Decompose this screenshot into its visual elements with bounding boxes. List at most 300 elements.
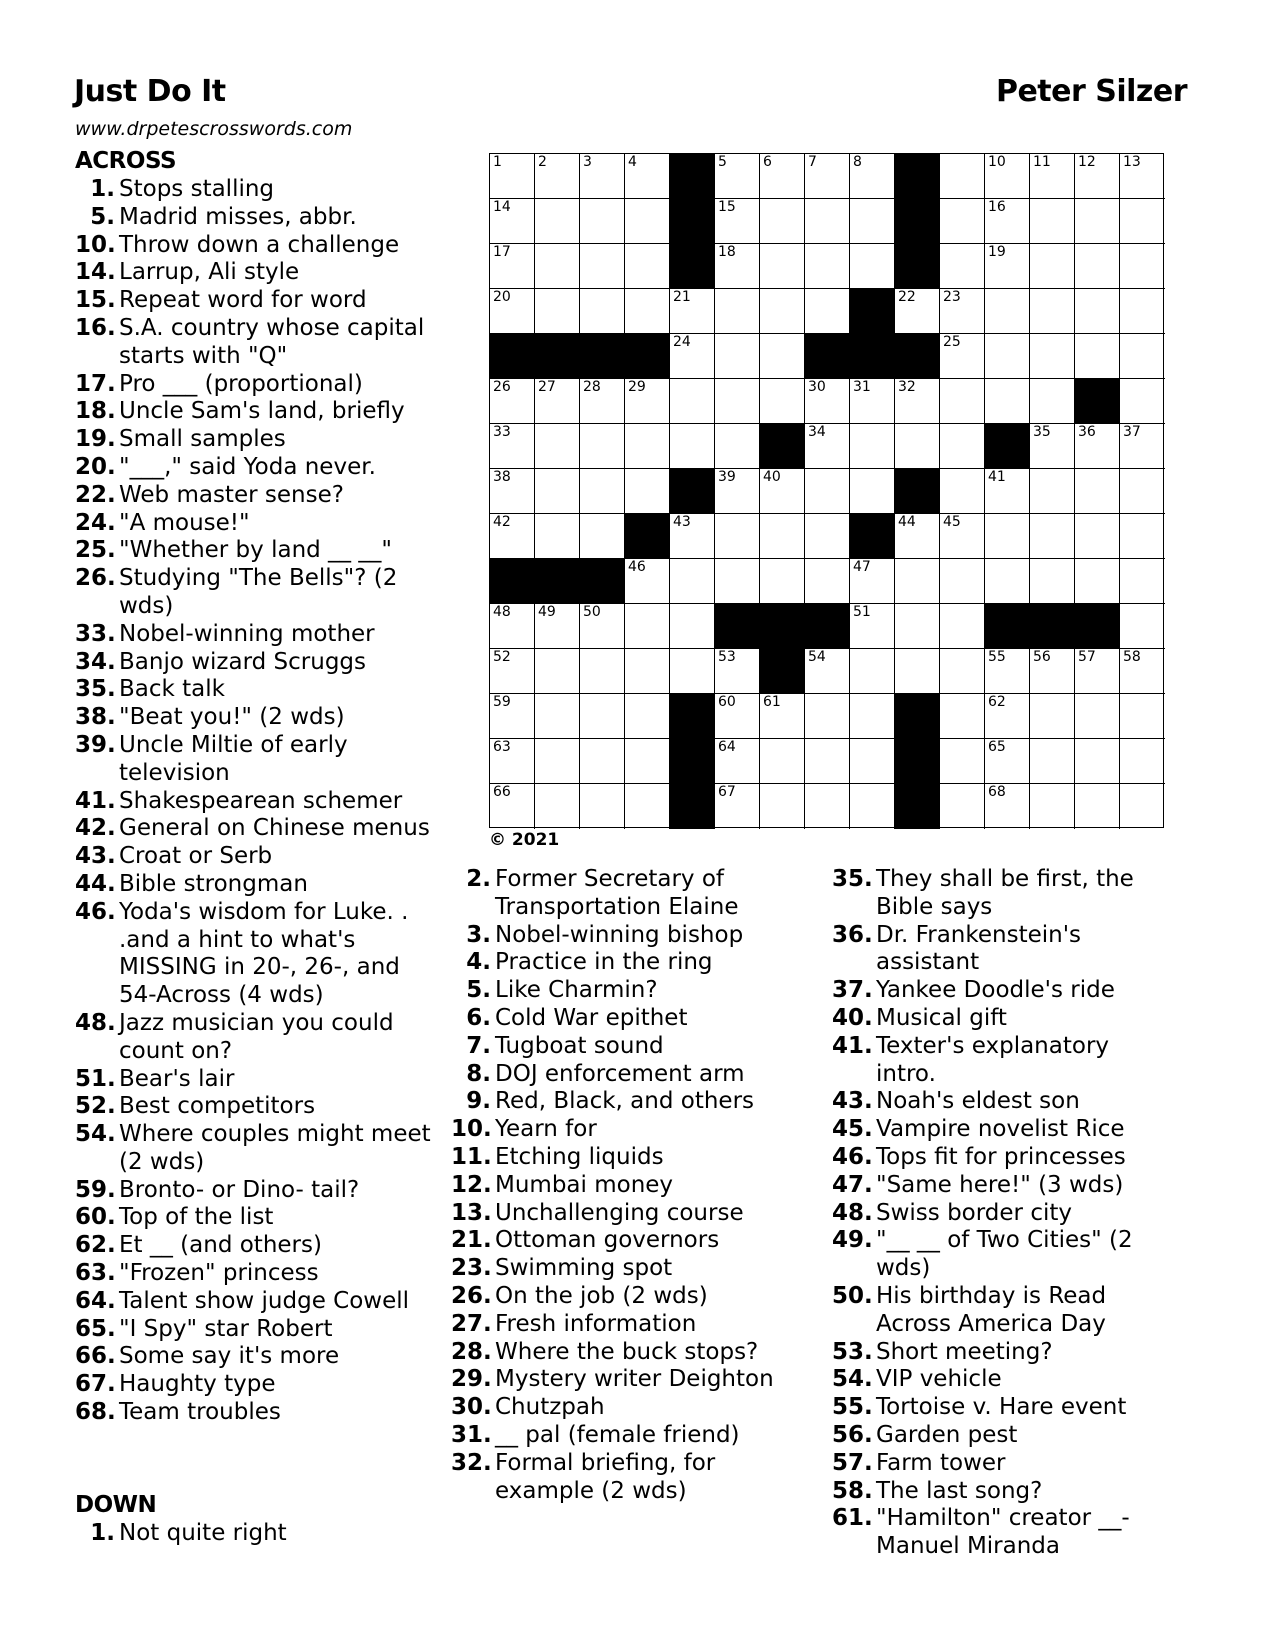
clue-text: On the job (2 wds) — [495, 1282, 708, 1309]
clue-item[interactable] — [75, 1010, 435, 1066]
grid-cell[interactable] — [1030, 244, 1075, 289]
grid-cell[interactable] — [850, 739, 895, 784]
clue-item[interactable] — [75, 1121, 435, 1177]
grid-cell[interactable] — [1030, 334, 1075, 379]
grid-cell[interactable] — [1120, 244, 1165, 289]
grid-cell[interactable] — [895, 424, 940, 469]
grid-cell[interactable] — [1075, 244, 1120, 289]
clue-item[interactable] — [832, 1394, 1172, 1422]
clue-item[interactable] — [832, 1200, 1172, 1228]
clue-item[interactable] — [75, 676, 435, 704]
clue-item[interactable] — [832, 1339, 1172, 1367]
clue-item[interactable] — [75, 704, 435, 732]
grid-cell[interactable] — [1030, 559, 1075, 604]
grid-cell[interactable] — [490, 784, 535, 829]
grid-cell[interactable] — [940, 469, 985, 514]
grid-cell[interactable] — [670, 559, 715, 604]
grid-cell[interactable] — [535, 784, 580, 829]
grid-cell[interactable] — [1075, 559, 1120, 604]
clue-item[interactable] — [451, 1339, 791, 1367]
grid-cell[interactable] — [1075, 469, 1120, 514]
grid-cell[interactable] — [760, 154, 805, 199]
grid-cell[interactable] — [1120, 199, 1165, 244]
clue-item[interactable] — [75, 1177, 435, 1205]
grid-cell[interactable] — [670, 514, 715, 559]
grid-cell[interactable] — [715, 784, 760, 829]
grid-cell[interactable] — [760, 739, 805, 784]
clue-item[interactable] — [832, 1450, 1172, 1478]
grid-cell[interactable] — [760, 694, 805, 739]
grid-cell[interactable] — [625, 154, 670, 199]
clue-item[interactable] — [451, 1450, 791, 1506]
grid-cell[interactable] — [760, 514, 805, 559]
grid-cell[interactable] — [985, 199, 1030, 244]
grid-cell[interactable] — [490, 379, 535, 424]
grid-cell[interactable] — [1120, 694, 1165, 739]
clue-item[interactable] — [451, 1116, 791, 1144]
grid-cell[interactable] — [580, 244, 625, 289]
grid-cell[interactable] — [670, 289, 715, 334]
grid-cell[interactable] — [850, 424, 895, 469]
grid-cell[interactable] — [715, 154, 760, 199]
cell-number: 6 — [763, 154, 772, 170]
clue-item[interactable] — [75, 815, 435, 843]
grid-cell[interactable] — [1075, 649, 1120, 694]
clue-text: Like Charmin? — [495, 977, 658, 1004]
clue-item[interactable] — [75, 1520, 435, 1548]
clue-item[interactable] — [75, 1093, 435, 1121]
grid-cell[interactable] — [805, 784, 850, 829]
grid-cell[interactable] — [1030, 469, 1075, 514]
clue-item[interactable] — [75, 176, 435, 204]
grid-cell[interactable] — [1030, 649, 1075, 694]
clue-item[interactable] — [75, 426, 435, 454]
grid-cell[interactable] — [1120, 424, 1165, 469]
grid-cell[interactable] — [580, 289, 625, 334]
clue-item[interactable] — [75, 482, 435, 510]
grid-cell[interactable] — [535, 739, 580, 784]
clue-item[interactable] — [451, 866, 791, 922]
clue-item[interactable] — [75, 537, 435, 565]
grid-cell[interactable] — [940, 334, 985, 379]
grid-cell[interactable] — [490, 154, 535, 199]
grid-cell[interactable] — [850, 604, 895, 649]
clue-item[interactable] — [75, 899, 435, 1010]
grid-cell[interactable] — [1075, 289, 1120, 334]
clue-item[interactable] — [75, 1260, 435, 1288]
grid-cell[interactable] — [580, 154, 625, 199]
grid-cell[interactable] — [580, 514, 625, 559]
grid-cell[interactable] — [625, 199, 670, 244]
clue-item[interactable] — [451, 1005, 791, 1033]
grid-cell[interactable] — [985, 649, 1030, 694]
clue-item[interactable] — [832, 1478, 1172, 1506]
clue-item[interactable] — [832, 1033, 1172, 1089]
clue-item[interactable] — [75, 843, 435, 871]
clue-number: 53. — [832, 1338, 873, 1365]
grid-cell[interactable] — [940, 154, 985, 199]
grid-cell[interactable] — [985, 244, 1030, 289]
clue-text: Mystery writer Deighton — [495, 1366, 774, 1393]
black-square — [850, 514, 895, 559]
grid-cell[interactable] — [535, 469, 580, 514]
cell-number: 59 — [493, 694, 511, 710]
clue-item[interactable] — [75, 232, 435, 260]
black-square — [895, 784, 940, 829]
clue-item[interactable] — [75, 1288, 435, 1316]
grid-cell[interactable] — [580, 379, 625, 424]
grid-cell[interactable] — [625, 739, 670, 784]
clue-item[interactable] — [832, 866, 1172, 922]
grid-cell[interactable] — [1030, 199, 1075, 244]
clue-item[interactable] — [75, 788, 435, 816]
grid-cell[interactable] — [985, 559, 1030, 604]
grid-cell[interactable] — [940, 514, 985, 559]
grid-cell[interactable] — [1075, 424, 1120, 469]
clue-item[interactable] — [832, 1422, 1172, 1450]
grid-cell[interactable] — [940, 694, 985, 739]
grid-cell[interactable] — [1030, 424, 1075, 469]
clue-item[interactable] — [451, 1311, 791, 1339]
grid-cell[interactable] — [490, 289, 535, 334]
grid-cell[interactable] — [535, 424, 580, 469]
grid-cell[interactable] — [1120, 289, 1165, 334]
grid-cell[interactable] — [1030, 784, 1075, 829]
clue-number: 21. — [451, 1227, 492, 1254]
grid-cell[interactable] — [580, 604, 625, 649]
grid-cell[interactable] — [760, 334, 805, 379]
grid-cell[interactable] — [760, 784, 805, 829]
grid-cell[interactable] — [1030, 514, 1075, 559]
grid-cell[interactable] — [850, 784, 895, 829]
cell-number: 24 — [673, 334, 691, 350]
clue-number: 5. — [466, 977, 491, 1004]
clue-item[interactable] — [451, 1200, 791, 1228]
grid-cell[interactable] — [805, 514, 850, 559]
clue-item[interactable] — [75, 565, 435, 621]
clue-item[interactable] — [75, 510, 435, 538]
grid-cell[interactable] — [760, 559, 805, 604]
clue-item[interactable] — [75, 259, 435, 287]
grid-cell[interactable] — [1075, 739, 1120, 784]
grid-cell[interactable] — [985, 784, 1030, 829]
grid-cell[interactable] — [760, 379, 805, 424]
grid-cell[interactable] — [715, 199, 760, 244]
grid-cell[interactable] — [1030, 739, 1075, 784]
grid-cell[interactable] — [805, 289, 850, 334]
grid-cell[interactable] — [580, 424, 625, 469]
clue-item[interactable] — [75, 1399, 435, 1427]
clue-item[interactable] — [75, 204, 435, 232]
grid-cell[interactable] — [625, 244, 670, 289]
clue-item[interactable] — [75, 1232, 435, 1260]
grid-cell[interactable] — [850, 694, 895, 739]
grid-cell[interactable] — [625, 289, 670, 334]
grid-cell[interactable] — [805, 379, 850, 424]
grid-cell[interactable] — [625, 379, 670, 424]
grid-cell[interactable] — [1030, 379, 1075, 424]
grid-cell[interactable] — [535, 154, 580, 199]
grid-cell[interactable] — [715, 244, 760, 289]
grid-cell[interactable] — [1120, 334, 1165, 379]
grid-cell[interactable] — [985, 154, 1030, 199]
black-square — [760, 604, 805, 649]
grid-cell[interactable] — [760, 244, 805, 289]
cell-number: 45 — [943, 514, 961, 530]
grid-cell[interactable] — [1120, 649, 1165, 694]
grid-cell[interactable] — [580, 739, 625, 784]
clue-item[interactable] — [832, 977, 1172, 1005]
black-square — [670, 694, 715, 739]
grid-cell[interactable] — [1075, 514, 1120, 559]
grid-cell[interactable] — [1075, 199, 1120, 244]
clue-text: Some say it's more — [119, 1343, 340, 1370]
grid-cell[interactable] — [985, 289, 1030, 334]
grid-cell[interactable] — [535, 604, 580, 649]
grid-cell[interactable] — [535, 694, 580, 739]
grid-cell[interactable] — [1075, 154, 1120, 199]
grid-cell[interactable] — [805, 154, 850, 199]
clue-item[interactable] — [451, 1088, 791, 1116]
grid-cell[interactable] — [895, 379, 940, 424]
grid-cell[interactable] — [625, 694, 670, 739]
grid-cell[interactable] — [490, 199, 535, 244]
grid-cell[interactable] — [940, 739, 985, 784]
clue-item[interactable] — [451, 1283, 791, 1311]
grid-cell[interactable] — [760, 469, 805, 514]
grid-cell[interactable] — [805, 469, 850, 514]
grid-cell[interactable] — [535, 379, 580, 424]
grid-cell[interactable] — [895, 604, 940, 649]
clue-item[interactable] — [451, 1422, 791, 1450]
grid-cell[interactable] — [670, 334, 715, 379]
grid-cell[interactable] — [1030, 154, 1075, 199]
grid-cell[interactable] — [490, 244, 535, 289]
grid-cell[interactable] — [490, 739, 535, 784]
cell-number: 62 — [988, 694, 1006, 710]
grid-cell[interactable] — [1120, 559, 1165, 604]
grid-cell[interactable] — [985, 334, 1030, 379]
grid-cell[interactable] — [715, 424, 760, 469]
clue-item[interactable] — [451, 1227, 791, 1255]
cell-number: 5 — [718, 154, 727, 170]
grid-cell[interactable] — [850, 559, 895, 604]
clue-number: 64. — [75, 1287, 116, 1314]
grid-cell[interactable] — [895, 289, 940, 334]
clue-item[interactable] — [75, 398, 435, 426]
grid-cell[interactable] — [985, 469, 1030, 514]
grid-cell[interactable] — [940, 604, 985, 649]
clue-item[interactable] — [75, 1204, 435, 1232]
clue-item[interactable] — [451, 977, 791, 1005]
grid-cell[interactable] — [715, 559, 760, 604]
grid-cell[interactable] — [490, 694, 535, 739]
clue-item[interactable] — [75, 1343, 435, 1371]
clue-item[interactable] — [451, 1172, 791, 1200]
clue-text: Not quite right — [119, 1520, 287, 1546]
grid-cell[interactable] — [715, 739, 760, 784]
grid-cell[interactable] — [1075, 334, 1120, 379]
clue-item[interactable] — [75, 1371, 435, 1399]
clue-item[interactable] — [75, 371, 435, 399]
clue-item[interactable] — [832, 1005, 1172, 1033]
grid-cell[interactable] — [940, 424, 985, 469]
grid-cell[interactable] — [1075, 694, 1120, 739]
grid-cell[interactable] — [490, 424, 535, 469]
grid-cell[interactable] — [490, 649, 535, 694]
clue-item[interactable] — [75, 454, 435, 482]
grid-cell[interactable] — [490, 469, 535, 514]
grid-cell[interactable] — [1120, 379, 1165, 424]
clue-item[interactable] — [451, 1366, 791, 1394]
grid-cell[interactable] — [535, 244, 580, 289]
grid-cell[interactable] — [940, 784, 985, 829]
clue-number: 60. — [75, 1204, 116, 1231]
grid-cell[interactable] — [670, 649, 715, 694]
grid-cell[interactable] — [625, 649, 670, 694]
grid-cell[interactable] — [805, 244, 850, 289]
cell-number: 53 — [718, 649, 736, 665]
clue-item[interactable] — [832, 1144, 1172, 1172]
grid-cell[interactable] — [625, 424, 670, 469]
clue-item[interactable] — [451, 1033, 791, 1061]
grid-cell[interactable] — [1120, 469, 1165, 514]
clue-text: Pro ___ (proportional) — [119, 370, 363, 397]
clue-number: 13. — [451, 1199, 492, 1226]
grid-cell[interactable] — [985, 514, 1030, 559]
clue-item[interactable] — [832, 1283, 1172, 1339]
grid-cell[interactable] — [850, 199, 895, 244]
clue-item[interactable] — [832, 1505, 1172, 1561]
grid-cell[interactable] — [670, 424, 715, 469]
grid-cell[interactable] — [580, 694, 625, 739]
grid-cell[interactable] — [850, 244, 895, 289]
grid-cell[interactable] — [985, 739, 1030, 784]
black-square — [1075, 604, 1120, 649]
grid-cell[interactable] — [1120, 604, 1165, 649]
grid-cell[interactable] — [940, 199, 985, 244]
clue-item[interactable] — [451, 1255, 791, 1283]
grid-cell[interactable] — [760, 199, 805, 244]
grid-cell[interactable] — [940, 649, 985, 694]
grid-cell[interactable] — [625, 469, 670, 514]
clue-item[interactable] — [75, 621, 435, 649]
grid-cell[interactable] — [535, 199, 580, 244]
clue-item[interactable] — [832, 1366, 1172, 1394]
clue-number: 20. — [75, 453, 116, 480]
clue-item[interactable] — [75, 732, 435, 788]
grid-cell[interactable] — [1120, 514, 1165, 559]
grid-cell[interactable] — [715, 649, 760, 694]
grid-cell[interactable] — [940, 244, 985, 289]
grid-cell[interactable] — [715, 289, 760, 334]
down-heading: DOWN — [75, 1492, 157, 1518]
grid-cell[interactable] — [715, 469, 760, 514]
grid-cell[interactable] — [895, 649, 940, 694]
grid-cell[interactable] — [940, 289, 985, 334]
clue-item[interactable] — [75, 871, 435, 899]
grid-cell[interactable] — [805, 649, 850, 694]
grid-cell[interactable] — [940, 379, 985, 424]
clue-item[interactable] — [451, 1144, 791, 1172]
clue-item[interactable] — [451, 949, 791, 977]
clue-number: 37. — [832, 977, 873, 1004]
clue-item[interactable] — [75, 1066, 435, 1094]
grid-cell[interactable] — [490, 604, 535, 649]
grid-cell[interactable] — [850, 469, 895, 514]
clue-item[interactable] — [75, 649, 435, 677]
grid-cell[interactable] — [580, 469, 625, 514]
cell-number: 8 — [853, 154, 862, 170]
clue-item[interactable] — [75, 1316, 435, 1344]
clue-item[interactable] — [451, 1061, 791, 1089]
grid-cell[interactable] — [625, 604, 670, 649]
grid-cell[interactable] — [625, 784, 670, 829]
grid-cell[interactable] — [895, 559, 940, 604]
grid-cell[interactable] — [670, 379, 715, 424]
grid-cell[interactable] — [760, 289, 805, 334]
clue-item[interactable] — [832, 922, 1172, 978]
grid-cell[interactable] — [805, 199, 850, 244]
grid-cell[interactable] — [715, 694, 760, 739]
grid-cell[interactable] — [850, 379, 895, 424]
clue-item[interactable] — [451, 1394, 791, 1422]
clue-item[interactable] — [451, 922, 791, 950]
grid-cell[interactable] — [1120, 739, 1165, 784]
grid-cell[interactable] — [940, 559, 985, 604]
grid-cell[interactable] — [1120, 154, 1165, 199]
grid-cell[interactable] — [580, 784, 625, 829]
clue-item[interactable] — [75, 287, 435, 315]
grid-cell[interactable] — [850, 154, 895, 199]
grid-cell[interactable] — [850, 649, 895, 694]
grid-cell[interactable] — [670, 604, 715, 649]
grid-cell[interactable] — [805, 424, 850, 469]
grid-cell[interactable] — [985, 379, 1030, 424]
grid-cell[interactable] — [985, 694, 1030, 739]
grid-cell[interactable] — [715, 334, 760, 379]
grid-cell[interactable] — [1030, 289, 1075, 334]
grid-cell[interactable] — [1075, 784, 1120, 829]
grid-cell[interactable] — [805, 559, 850, 604]
clue-item[interactable] — [832, 1227, 1172, 1283]
grid-cell[interactable] — [1120, 784, 1165, 829]
grid-cell[interactable] — [805, 694, 850, 739]
clue-text: S.A. country whose capital starts with "Q" — [119, 314, 425, 369]
clue-number: 11. — [451, 1143, 492, 1170]
grid-cell[interactable] — [535, 289, 580, 334]
grid-cell[interactable] — [805, 739, 850, 784]
grid-cell[interactable] — [535, 649, 580, 694]
clue-item[interactable] — [832, 1116, 1172, 1144]
website-link[interactable]: www.drpetescrosswords.com — [75, 118, 353, 140]
clue-number: 24. — [75, 509, 116, 536]
grid-cell[interactable] — [580, 649, 625, 694]
down-clue-list-1 — [75, 1520, 435, 1548]
grid-cell[interactable] — [895, 514, 940, 559]
clue-item[interactable] — [75, 315, 435, 371]
grid-cell[interactable] — [580, 199, 625, 244]
grid-cell[interactable] — [1030, 694, 1075, 739]
grid-cell[interactable] — [625, 559, 670, 604]
grid-cell[interactable] — [535, 514, 580, 559]
clue-item[interactable] — [832, 1172, 1172, 1200]
grid-cell[interactable] — [490, 514, 535, 559]
clue-item[interactable] — [832, 1088, 1172, 1116]
grid-cell[interactable] — [715, 379, 760, 424]
grid-cell[interactable] — [715, 514, 760, 559]
crossword-grid[interactable] — [489, 153, 1164, 828]
